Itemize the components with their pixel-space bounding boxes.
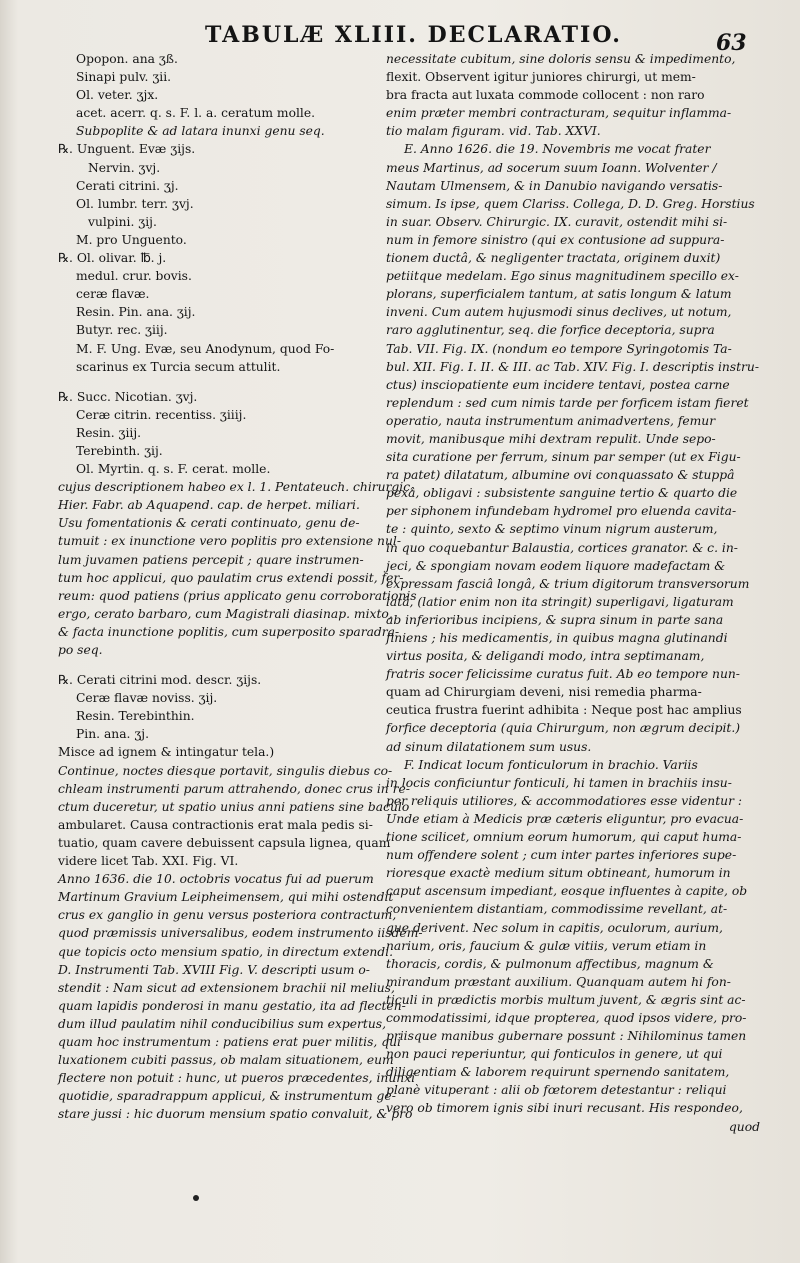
text-line: expressam fasciâ longâ, & trium digitorum transversorum (386, 576, 750, 591)
text-line: & facta inunctione poplitis, cum superposito sparadra- (58, 624, 400, 639)
text-line: Cerati citrini. ʒj. (76, 178, 179, 193)
text-line: Subpoplite & ad latara inunxi genu seq. (76, 124, 325, 139)
text-line: quam lapidis ponderosi in manu gestatio, ita ad flecten- (58, 998, 406, 1013)
text-line: quod præmissis universalibus, eodem instrumento iisdem- (58, 926, 423, 941)
left-column (58, 50, 423, 1123)
text-line: mirandum præstant auxilium. Quanquam autem hi fon- (386, 974, 731, 989)
text-line: forfice deceptoria (quia Chirurgum, non ægrum decipit.) (386, 721, 741, 736)
text-line: Resin. Terebinthin. (76, 709, 195, 724)
text-line: Martinum Gravium Leipheimensem, qui mihi ostendit (58, 890, 394, 905)
text-line: convenientem distantiam, commodissime revellant, at- (386, 902, 728, 917)
text-line: D. Instrumenti Tab. XVIII Fig. V. descripti usum o- (58, 962, 370, 977)
text-line: operatio, nauta instrumentum animadvertens, femur (386, 413, 716, 428)
text-line: meus Martinus, ad socerum suum Ioann. Wolventer / (386, 160, 717, 175)
text-line: fratris socer felicissime curatus fuit. Ab eo tempore nun- (386, 667, 740, 682)
text-line: non pauci reperiuntur, qui fonticulos in genere, ut qui (386, 1047, 723, 1062)
text-line: quod (728, 1119, 760, 1134)
text-line: ℞. Cerati citrini mod. descr. ʒijs. (58, 673, 262, 688)
text-line: ceræ flavæ. (76, 287, 150, 302)
text-line: simum. Is ipse, quem Clariss. Collega, D. D. Greg. Horstius (386, 196, 755, 211)
text-line: ab inferioribus incipiens, & supra sinum in parte sana (386, 612, 724, 627)
text-line: Butyr. rec. ʒiij. (76, 323, 168, 338)
text-line: finiens ; his medicamentis, in quibus magna glutinandi (386, 631, 728, 645)
text-line: Nautam Ulmensem, & in Danubio navigando versatis- (386, 178, 723, 193)
text-line: tum hoc applicui, quo paulatim crus extendi possit, fer- (58, 570, 404, 585)
text-line: petiitque medelam. Ego sinus magnitudinem specillo ex- (386, 269, 739, 284)
text-line: scarinus ex Turcia secum attulit. (76, 359, 281, 374)
ink-dot (193, 1195, 199, 1201)
text-line: stare jussi : hic duorum mensium spatio convaluit, & pro (58, 1107, 413, 1122)
text-line: tumuit : ex inunctione vero poplitis pro extensione nul- (58, 534, 401, 549)
text-line: per reliquis utiliores, & accommodatiores esse videntur : (386, 793, 743, 808)
text-line: tuatio, quam cavere debuissent capsula lignea, quam (58, 835, 391, 850)
text-line: lum juvamen patiens percepit ; quare instrumen- (58, 552, 364, 567)
text-line: medul. crur. bovis. (76, 269, 192, 284)
text-line: Resin. Pin. ana. ʒij. (76, 305, 196, 320)
page-title: TABULÆ XLIII. DECLARATIO. (205, 22, 622, 48)
text-line: chleam instrumenti parum attrahendo, donec crus in re- (58, 781, 410, 796)
text-line: crus ex ganglio in genu versus posteriora contractum, (58, 908, 397, 923)
text-line: Hier. Fabr. ab Aquapend. cap. de herpet. miliari. (58, 498, 360, 513)
text-line: sita curatione per ferrum, sinum par semper (ut ex Figu- (386, 450, 741, 465)
text-line: quam hoc instrumentum : patiens erat puer militis, qui (58, 1034, 401, 1049)
text-line: Ol. veter. ʒjx. (76, 88, 159, 103)
text-line: ctus) insciopatiente eum incidere tentavi, postea carne (386, 377, 730, 392)
text-line: E. Anno 1626. die 19. Novembris me vocat frater (404, 142, 711, 157)
text-line: F. Indicat locum fonticulorum in brachio. Variis (404, 757, 698, 772)
text-line: acet. acerr. q. s. F. l. a. ceratum molle. (76, 106, 316, 121)
text-line: Misce ad ignem & intingatur tela.) (58, 745, 275, 760)
text-line: que derivent. Nec solum in capitis, oculorum, aurium, (386, 920, 723, 935)
text-line: narium, oris, faucium & gulæ vitiis, verum etiam in (386, 938, 707, 953)
text-line: po seq. (58, 643, 103, 657)
text-line: rioresque exactè medium situm obtineant, humorum in (386, 866, 731, 881)
text-line: Unde etiam à Medicis præ cæteris eliguntur, pro evacua- (386, 811, 744, 826)
text-line: Resin. ʒiij. (76, 425, 142, 440)
text-line: Opopon. ana ʒß. (76, 52, 178, 66)
text-line: tio malam figuram. vid. Tab. XXVI. (386, 124, 601, 139)
text-line: ticuli in prædictis morbis multum juvent, & ægris sint ac- (386, 992, 746, 1007)
text-line: pexâ, obligavi : subsistente sanguine tertio & quarto die (386, 486, 738, 501)
text-line: dum illud paulatim nihil conducibilius sum expertus, (58, 1016, 386, 1031)
page-number: 63 (716, 30, 747, 56)
text-line: Terebinth. ʒij. (76, 443, 163, 458)
text-line: cujus descriptionem habeo ex l. 1. Pentateuch. chirurgic. (58, 480, 415, 495)
text-line: movit, manibusque mihi dextram repulit. Unde sepo- (386, 431, 716, 446)
text-line: planè vituperant : alii ob fœtorem detestantur : reliqui (386, 1083, 727, 1098)
text-line: Tab. VII. Fig. IX. (nondum eo tempore Syringotomis Ta- (386, 341, 732, 356)
text-line: tionem ductâ, & negligenter tractata, originem duxit) (386, 251, 721, 266)
text-line: quam ad Chirurgiam deveni, nisi remedia pharma- (386, 685, 702, 700)
text-line: in suar. Observ. Chirurgic. IX. curavit, ostendit mihi si- (386, 214, 728, 229)
text-line: diligentiam & laborem requirunt spernendo sanitatem, (386, 1065, 730, 1080)
text-line: Ceræ flavæ noviss. ʒij. (76, 691, 218, 706)
text-line: latâ, (latior enim non ita stringit) superligavi, ligaturam (386, 594, 734, 609)
text-line: M. F. Ung. Evæ, seu Anodynum, quod Fo- (76, 341, 335, 356)
text-line: commodatissimi, idque propterea, quod ipsos videre, pro- (386, 1010, 747, 1025)
text-line: priisque manibus gubernare possunt : Nihilominus tamen (386, 1029, 747, 1044)
text-line: videre licet Tab. XXI. Fig. VI. (58, 854, 239, 869)
text-line: raro agglutinentur, seq. die forfice deceptoria, supra (386, 323, 715, 338)
text-line: ℞. Ol. olivar. ℔. j. (58, 251, 167, 266)
text-line: flectere non potuit : hunc, ut pueros præcedentes, inunxi (58, 1071, 416, 1086)
text-line: Nervin. ʒvj. (88, 160, 161, 175)
text-line: caput ascensum impediant, eosque influentes à capite, ob (386, 884, 748, 899)
text-line: Ol. lumbr. terr. ʒvj. (76, 196, 194, 211)
text-line: in locis conficiuntur fonticuli, hi tamen in brachiis insu- (386, 775, 732, 790)
text-line: Anno 1636. die 10. octobris vocatus fui ad puerum (58, 872, 374, 887)
text-line: enim præter membri contracturam, sequitur inflamma- (386, 106, 732, 121)
text-line: ra patet) dilatatum, albumine ovi conquassato & stuppâ (386, 468, 735, 483)
text-line: Ol. Myrtin. q. s. F. cerat. molle. (76, 462, 271, 477)
text-line (58, 376, 378, 388)
text-line: Ceræ citrin. recentiss. ʒiiij. (76, 407, 247, 422)
text-line: replendum : sed cum nimis tarde per forficem istam fieret (386, 395, 749, 410)
text-line: reum: quod patiens (prius applicato genu corroborationis (58, 588, 417, 603)
text-line: bul. XII. Fig. I. II. & III. ac Tab. XIV. Fig. I. descriptis instru- (386, 359, 760, 374)
text-line: ctum duceretur, ut spatio unius anni patiens sine baculo (58, 799, 410, 814)
text-line: tione scilicet, omnium eorum humorum, qui caput huma- (386, 830, 742, 845)
text-line: vero ob timorem ignis sibi inuri recusant. His respondeo, (386, 1101, 743, 1116)
text-line: in quo coquebantur Balaustia, cortices granator. & c. in- (386, 540, 738, 555)
text-line: ambularet. Causa contractionis erat mala pedis si- (58, 817, 373, 832)
text-line: thoracis, cordis, & pulmonum affectibus, magnum & (386, 956, 714, 971)
text-line (58, 659, 378, 671)
text-line: ceutica frustra fuerint adhibita : Neque post hac amplius (386, 703, 742, 718)
text-line: que topicis octo mensium spatio, in directum extendi. (58, 944, 394, 959)
right-column (386, 50, 760, 1136)
text-line: Pin. ana. ʒj. (76, 727, 150, 742)
text-line: quotidie, sparadrappum applicui, & instrumentum ge- (58, 1089, 396, 1104)
text-line: luxationem cubiti passus, ob malam situationem, eum (58, 1053, 394, 1068)
text-line: M. pro Unguento. (76, 232, 187, 247)
text-line: jeci, & spongiam novam eodem liquore madefactam & (386, 558, 726, 573)
text-line: te : quinto, sexto & septimo vinum nigrum austerum, (386, 522, 718, 537)
text-line: ad sinum dilatationem sum usus. (386, 739, 592, 754)
text-line: ℞. Succ. Nicotian. ʒvj. (58, 389, 198, 404)
text-line: per siphonem infundebam hydromel pro eluenda cavita- (386, 504, 737, 519)
text-line: stendit : Nam sicut ad extensionem brachii nil melius, (58, 980, 395, 995)
text-line: plorans, superficialem tantum, at satis longum & latum (386, 287, 732, 302)
text-line: virtus posita, & deligandi modo, intra septimanam, (386, 649, 705, 664)
text-line: Continue, noctes diesque portavit, singulis diebus co- (58, 763, 393, 778)
text-line: vulpini. ʒij. (88, 214, 157, 229)
text-line: num offendere solent ; cum inter partes inferiores supe- (386, 848, 737, 863)
text-line: inveni. Cum autem hujusmodi sinus declives, ut notum, (386, 305, 732, 320)
text-line: Sinapi pulv. ʒii. (76, 70, 172, 85)
text-line: Usu fomentationis & cerati continuato, genu de- (58, 516, 360, 531)
text-line: num in femore sinistro (qui ex contusione ad suppura- (386, 232, 725, 247)
text-line: ℞. Unguent. Evæ ʒijs. (58, 142, 196, 157)
text-line: ergo, cerato barbaro, cum Magistrali diasinap. mixto, (58, 606, 393, 621)
text-line: necessitate cubitum, sine doloris sensu & impedimento, (386, 52, 736, 66)
text-line: flexit. Observent igitur juniores chirurgi, ut mem- (386, 70, 696, 85)
text-line: bra fracta aut luxata commode collocent : non raro (386, 88, 705, 103)
